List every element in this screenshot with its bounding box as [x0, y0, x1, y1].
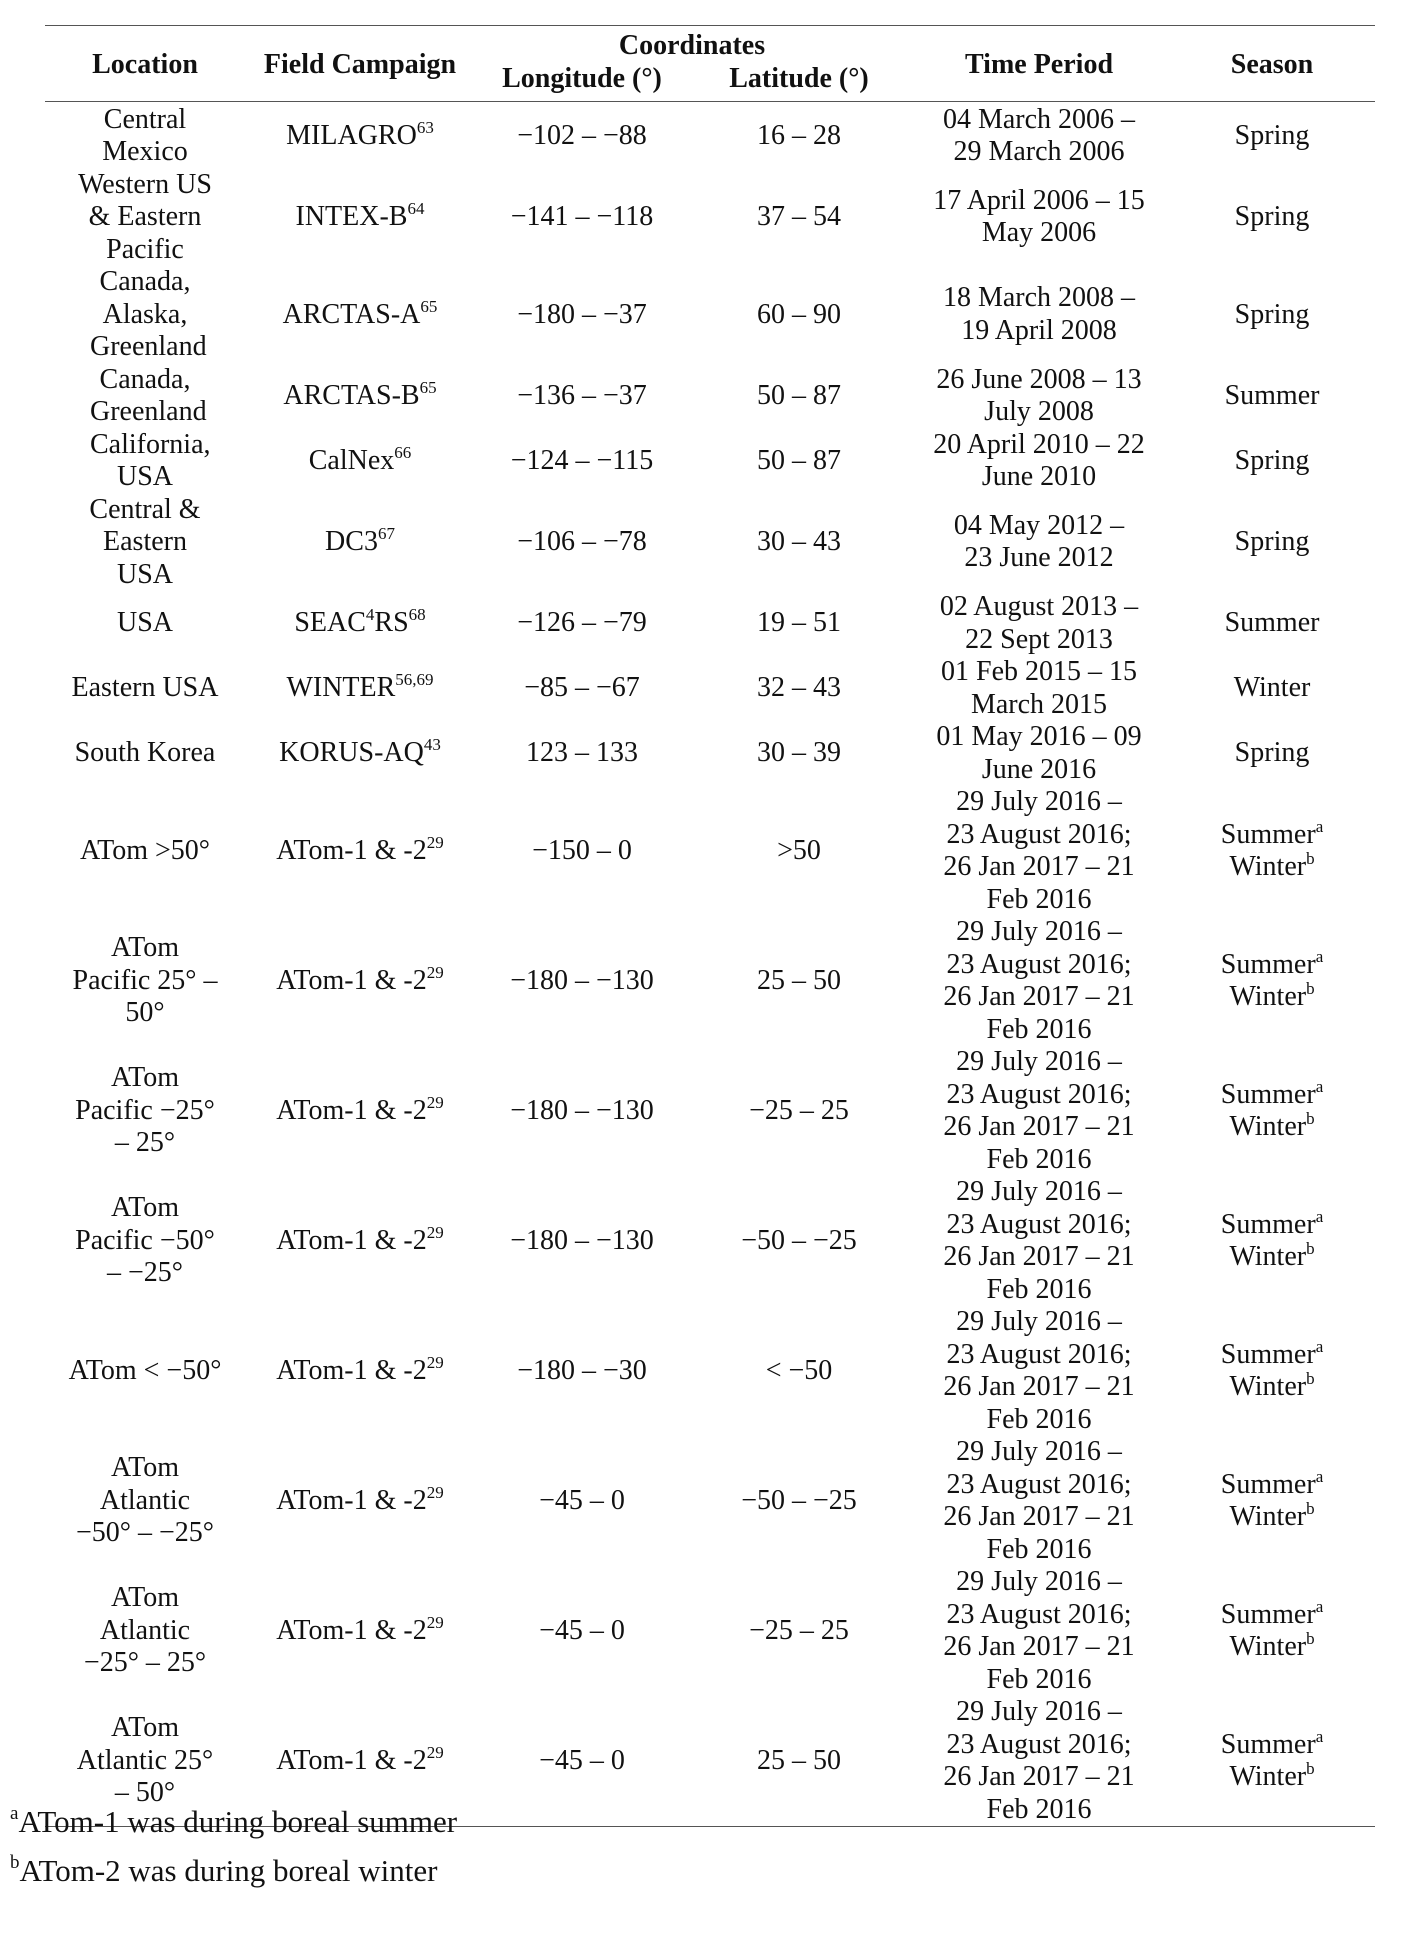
cell-location: [45, 1176, 245, 1306]
cell-longitude: −126 – −79: [517, 607, 647, 639]
header-season: Season: [1169, 26, 1375, 102]
campaign-name-suffix: RS: [374, 607, 409, 639]
cell-latitude: 19 – 51: [757, 607, 841, 639]
cell-latitude: 50 – 87: [757, 444, 841, 476]
season-line: [1171, 1371, 1373, 1404]
cell-longitude: −45 – 0: [539, 1484, 625, 1516]
cell-time-period: [909, 916, 1169, 1046]
season-footnote-mark: b: [1306, 979, 1315, 998]
season-text: Winter: [1229, 851, 1307, 882]
season-text: Spring: [1234, 298, 1310, 330]
cell-longitude: −180 – −30: [517, 1354, 647, 1386]
cell-season: [1169, 1176, 1375, 1306]
cell-field-campaign: [245, 721, 475, 786]
location-text: Central & Eastern USA: [89, 493, 201, 590]
cell-time-period: [909, 1436, 1169, 1566]
cell-season: [1169, 1306, 1375, 1436]
location-text: USA: [116, 607, 173, 639]
cell-latitude: 16 – 28: [757, 119, 841, 151]
cell-time-period: [909, 101, 1169, 169]
cell-latitude: 25 – 50: [757, 964, 841, 996]
season-text: Summer: [1220, 1728, 1316, 1760]
reference-superscript: 65: [420, 296, 438, 316]
season-footnote-mark: b: [1306, 1629, 1315, 1648]
cell-time-period: [909, 1306, 1169, 1436]
cell-season: [1169, 721, 1375, 786]
table-row: [45, 1436, 1375, 1566]
season-text: Summer: [1224, 379, 1320, 411]
footnote-a: [10, 1797, 457, 1846]
season-text: Winter: [1229, 1761, 1307, 1792]
season-line: [1171, 1726, 1373, 1762]
cell-time-period: [909, 1046, 1169, 1176]
season-footnote-mark: b: [1306, 849, 1315, 868]
time-period-text: 29 July 2016 – 23 August 2016; 26 Jan 2017 – 21 Feb 2016: [943, 1566, 1135, 1695]
cell-time-period: [909, 1696, 1169, 1827]
cell-season: [1169, 591, 1375, 656]
cell-location: [45, 1306, 245, 1436]
cell-longitude: −45 – 0: [475, 1696, 689, 1827]
cell-location: [45, 786, 245, 916]
campaign-name: ATom-1 & -2: [276, 964, 427, 996]
cell-time-period: [909, 429, 1169, 494]
cell-season: [1169, 1436, 1375, 1566]
reference-superscript: 66: [394, 442, 412, 462]
cell-longitude: −136 – −37: [517, 379, 647, 411]
location-text: ATom Pacific 25° – 50°: [72, 932, 218, 1029]
reference-superscript: 64: [407, 199, 425, 218]
table-row: [45, 1176, 1375, 1306]
location-text: Central Mexico: [102, 103, 188, 167]
footnote-text: ATom-1 was during boreal summer: [18, 1804, 458, 1839]
cell-time-period: [909, 1566, 1169, 1696]
time-period-text: 01 Feb 2015 – 15 March 2015: [941, 656, 1138, 720]
cell-latitude: 30 – 39: [757, 737, 841, 769]
season-text: Winter: [1229, 1501, 1307, 1532]
campaign-name: SEAC: [294, 607, 366, 639]
campaign-name: ATom-1 & -2: [276, 834, 427, 866]
cell-longitude: −141 – −118: [510, 201, 654, 232]
campaign-name: ATom-1 & -2: [276, 1614, 427, 1646]
reference-superscript: 29: [426, 1612, 444, 1632]
season-text: Summer: [1220, 1338, 1316, 1370]
time-period-text: 29 July 2016 – 23 August 2016; 26 Jan 2017 – 21 Feb 2016: [943, 1436, 1135, 1565]
reference-superscript: 43: [423, 735, 441, 755]
time-period-text: 29 July 2016 – 23 August 2016; 26 Jan 2017 – 21 Feb 2016: [943, 1176, 1135, 1305]
season-text: Winter: [1229, 1241, 1307, 1272]
cell-time-period: [909, 1176, 1169, 1306]
cell-season: [1169, 786, 1375, 916]
cell-season: [1169, 494, 1375, 592]
cell-time-period: [909, 591, 1169, 656]
cell-longitude: −180 – −130: [510, 1224, 654, 1256]
reference-superscript: 29: [426, 1092, 444, 1112]
location-text: ATom Pacific −25° – 25°: [75, 1062, 215, 1159]
reference-superscript: 63: [416, 117, 434, 137]
table-row: [45, 591, 1375, 656]
cell-location: [45, 101, 245, 169]
cell-season: [1169, 1046, 1375, 1176]
season-line: [1171, 1241, 1373, 1274]
season-line: [1171, 1206, 1373, 1242]
table-row: [45, 656, 1375, 721]
location-text: ATom Pacific −50° – −25°: [75, 1192, 215, 1289]
season-line: [1171, 1466, 1373, 1502]
season-line: [1171, 816, 1373, 852]
cell-latitude: −50 – −25: [741, 1484, 857, 1516]
location-text: ATom Atlantic 25° – 50°: [76, 1712, 214, 1809]
location-text: ATom Atlantic −25° – 25°: [83, 1582, 207, 1679]
season-text: Summer: [1220, 948, 1316, 980]
table-row: [45, 786, 1375, 916]
time-period-text: 29 July 2016 – 23 August 2016; 26 Jan 2017 – 21 Feb 2016: [943, 1306, 1135, 1435]
table-header: [45, 26, 1375, 102]
cell-season: [1169, 169, 1375, 267]
cell-season: [1169, 101, 1375, 169]
reference-superscript: 29: [426, 1222, 444, 1242]
table-body: [45, 101, 1375, 1827]
header-latitude: Latitude (°): [689, 63, 909, 102]
campaign-superscript: 4: [365, 605, 375, 625]
season-text: Summer: [1220, 1598, 1316, 1630]
time-period-text: 02 August 2013 – 22 Sept 2013: [939, 591, 1139, 655]
season-text: Winter: [1233, 672, 1311, 704]
cell-time-period: [909, 494, 1169, 592]
campaign-name: ARCTAS-B: [283, 379, 420, 411]
season-text: Spring: [1234, 526, 1310, 557]
cell-longitude: −124 – −115: [510, 444, 654, 476]
season-footnote-mark: b: [1306, 1499, 1315, 1518]
cell-latitude: < −50: [765, 1354, 833, 1386]
location-text: Eastern USA: [71, 672, 219, 704]
season-line: [1171, 1596, 1373, 1632]
cell-field-campaign: [245, 1566, 475, 1696]
reference-superscript: 29: [426, 1352, 444, 1372]
header-field-campaign: Field Campaign: [245, 26, 475, 102]
season-text: Spring: [1234, 201, 1310, 232]
season-footnote-mark: b: [1306, 1759, 1315, 1778]
cell-longitude: −45 – 0: [539, 1614, 625, 1646]
footnote-b: [10, 1846, 457, 1895]
season-footnote-mark: a: [1315, 816, 1324, 836]
season-footnote-mark: a: [1315, 1206, 1324, 1226]
location-text: ATom Atlantic −50° – −25°: [76, 1452, 214, 1549]
campaign-name: INTEX-B: [295, 201, 408, 232]
cell-longitude: −180 – −37: [517, 298, 647, 330]
cell-season: [1169, 916, 1375, 1046]
time-period-text: 04 May 2012 – 23 June 2012: [953, 509, 1125, 574]
campaign-name: ATom-1 & -2: [276, 1094, 427, 1126]
season-text: Summer: [1220, 818, 1316, 850]
location-text: Western US & Eastern Pacific: [78, 168, 212, 265]
cell-time-period: [909, 364, 1169, 429]
campaign-name: ATom-1 & -2: [276, 1224, 427, 1256]
campaign-name: ATom-1 & -2: [276, 1484, 427, 1516]
reference-superscript: 29: [426, 1482, 444, 1502]
season-line: [1171, 1761, 1373, 1794]
time-period-text: 29 July 2016 – 23 August 2016; 26 Jan 2017 – 21 Feb 2016: [943, 786, 1135, 915]
location-text: California, USA: [90, 428, 211, 492]
location-text: ATom < −50°: [68, 1354, 222, 1386]
header-location: Location: [45, 26, 245, 102]
cell-location: [45, 266, 245, 364]
cell-field-campaign: [245, 656, 475, 721]
time-period-text: 20 April 2010 – 22 June 2010: [933, 428, 1145, 492]
reference-superscript: 56,69: [395, 670, 434, 690]
season-text: Spring: [1234, 737, 1310, 769]
footnote-mark: a: [10, 1803, 19, 1824]
season-footnote-mark: a: [1315, 946, 1324, 966]
cell-location: [45, 656, 245, 721]
header-longitude: Longitude (°): [475, 63, 689, 102]
cell-longitude: −180 – −130: [510, 964, 654, 996]
field-campaign-table: [45, 25, 1375, 1827]
reference-superscript: 65: [419, 377, 437, 397]
time-period-text: 17 April 2006 – 15 May 2006: [933, 184, 1145, 249]
cell-time-period: [909, 266, 1169, 364]
cell-latitude: 30 – 43: [757, 526, 841, 557]
cell-field-campaign: [245, 1176, 475, 1306]
cell-location: [45, 1566, 245, 1696]
cell-location: [45, 1436, 245, 1566]
cell-season: [1169, 656, 1375, 721]
table-row: [45, 266, 1375, 364]
footnotes: [10, 1797, 457, 1895]
reference-superscript: 29: [426, 962, 444, 982]
cell-latitude: −25 – 25: [749, 1614, 849, 1646]
cell-field-campaign: [245, 169, 475, 267]
season-text: Spring: [1234, 444, 1310, 476]
cell-latitude: 60 – 90: [757, 298, 841, 330]
cell-latitude: −50 – −25: [741, 1224, 857, 1256]
season-footnote-mark: b: [1306, 1239, 1315, 1258]
campaign-name: MILAGRO: [286, 119, 417, 151]
season-footnote-mark: a: [1315, 1336, 1324, 1356]
cell-latitude: 32 – 43: [757, 672, 841, 704]
header-coordinates: Coordinates: [475, 26, 909, 63]
cell-longitude: 123 – 133: [526, 737, 638, 769]
cell-location: [45, 169, 245, 267]
cell-field-campaign: [245, 364, 475, 429]
season-text: Winter: [1229, 1371, 1307, 1402]
cell-location: [45, 916, 245, 1046]
cell-location: [45, 494, 245, 592]
campaign-name: DC3: [325, 526, 378, 557]
cell-latitude: >50: [777, 834, 821, 866]
cell-latitude: −25 – 25: [749, 1094, 849, 1126]
cell-field-campaign: [245, 916, 475, 1046]
season-text: Summer: [1224, 607, 1320, 639]
campaign-name: KORUS-AQ: [279, 737, 424, 769]
table-row: [45, 169, 1375, 267]
table-row: [45, 429, 1375, 494]
season-line: [1171, 981, 1373, 1014]
time-period-text: 29 July 2016 – 23 August 2016; 26 Jan 2017 – 21 Feb 2016: [943, 916, 1135, 1045]
season-text: Summer: [1220, 1208, 1316, 1240]
table-row: [45, 494, 1375, 592]
cell-season: [1169, 364, 1375, 429]
location-text: South Korea: [74, 737, 216, 769]
season-footnote-mark: a: [1315, 1596, 1324, 1616]
cell-time-period: [909, 169, 1169, 267]
table-row: [45, 916, 1375, 1046]
season-text: Winter: [1229, 1631, 1307, 1662]
reference-superscript: 29: [426, 1742, 444, 1762]
campaign-name: CalNex: [308, 444, 395, 476]
cell-field-campaign: [245, 1306, 475, 1436]
cell-latitude: 37 – 54: [757, 201, 841, 232]
reference-superscript: 68: [408, 605, 426, 625]
location-text: Canada, Greenland: [90, 363, 207, 427]
campaign-table-container: [45, 25, 1375, 1827]
season-line: [1171, 1501, 1373, 1534]
reference-superscript: 29: [426, 832, 444, 852]
cell-season: [1169, 429, 1375, 494]
cell-time-period: [909, 721, 1169, 786]
cell-location: [45, 721, 245, 786]
season-line: [1171, 946, 1373, 982]
cell-longitude: −106 – −78: [517, 526, 647, 557]
table-row: [45, 1566, 1375, 1696]
cell-field-campaign: [245, 494, 475, 592]
time-period-text: 29 July 2016 – 23 August 2016; 26 Jan 2017 – 21 Feb 2016: [943, 1696, 1135, 1825]
season-footnote-mark: a: [1315, 1466, 1324, 1486]
cell-field-campaign: [245, 266, 475, 364]
cell-field-campaign: [245, 1436, 475, 1566]
table-row: [45, 1306, 1375, 1436]
cell-longitude: −180 – −130: [510, 1094, 654, 1126]
reference-superscript: 67: [377, 524, 395, 543]
cell-latitude: 25 – 50: [689, 1696, 909, 1827]
footnote-mark: b: [10, 1852, 20, 1873]
table-row: [45, 364, 1375, 429]
cell-location: [45, 429, 245, 494]
cell-location: [45, 364, 245, 429]
time-period-text: 01 May 2016 – 09 June 2016: [936, 721, 1142, 785]
cell-location: [45, 1046, 245, 1176]
cell-location: [45, 591, 245, 656]
time-period-text: 29 July 2016 – 23 August 2016; 26 Jan 2017 – 21 Feb 2016: [943, 1046, 1135, 1175]
time-period-text: 26 June 2008 – 13 July 2008: [936, 363, 1142, 427]
location-text: Canada, Alaska, Greenland: [90, 266, 207, 362]
cell-season: [1169, 266, 1375, 364]
season-line: [1171, 1631, 1373, 1664]
location-text: ATom >50°: [79, 834, 211, 866]
season-footnote-mark: b: [1306, 1109, 1315, 1128]
season-text: Spring: [1234, 119, 1310, 151]
season-line: [1171, 851, 1373, 884]
cell-longitude: −150 – 0: [532, 834, 632, 866]
season-text: Winter: [1229, 1111, 1307, 1142]
season-text: Summer: [1220, 1078, 1316, 1110]
campaign-name: ATom-1 & -2: [276, 1354, 427, 1386]
cell-season: [1169, 1696, 1375, 1827]
season-line: [1171, 1076, 1373, 1112]
season-line: [1171, 1111, 1373, 1144]
cell-longitude: −102 – −88: [517, 119, 647, 151]
cell-field-campaign: [245, 429, 475, 494]
cell-latitude: 50 – 87: [757, 379, 841, 411]
season-text: Winter: [1229, 981, 1307, 1012]
time-period-text: 04 March 2006 – 29 March 2006: [942, 103, 1136, 167]
table-row: [45, 721, 1375, 786]
campaign-name: WINTER: [286, 672, 396, 704]
season-line: [1171, 1336, 1373, 1372]
header-time-period: Time Period: [909, 26, 1169, 102]
season-footnote-mark: a: [1315, 1726, 1324, 1746]
season-footnote-mark: b: [1306, 1369, 1315, 1388]
campaign-name: ARCTAS-A: [282, 298, 421, 330]
time-period-text: 18 March 2008 – 19 April 2008: [942, 282, 1136, 346]
cell-time-period: [909, 656, 1169, 721]
cell-field-campaign: [245, 101, 475, 169]
cell-season: [1169, 1566, 1375, 1696]
season-footnote-mark: a: [1315, 1076, 1324, 1096]
cell-field-campaign: [245, 786, 475, 916]
season-text: Summer: [1220, 1468, 1316, 1500]
cell-field-campaign: [245, 591, 475, 656]
table-row: [45, 1046, 1375, 1176]
campaign-name: ATom-1 & -2: [276, 1744, 427, 1776]
cell-longitude: −85 – −67: [524, 672, 640, 704]
cell-time-period: [909, 786, 1169, 916]
cell-field-campaign: [245, 1046, 475, 1176]
table-row: [45, 101, 1375, 169]
footnote-text: ATom-2 was during boreal winter: [19, 1853, 438, 1888]
